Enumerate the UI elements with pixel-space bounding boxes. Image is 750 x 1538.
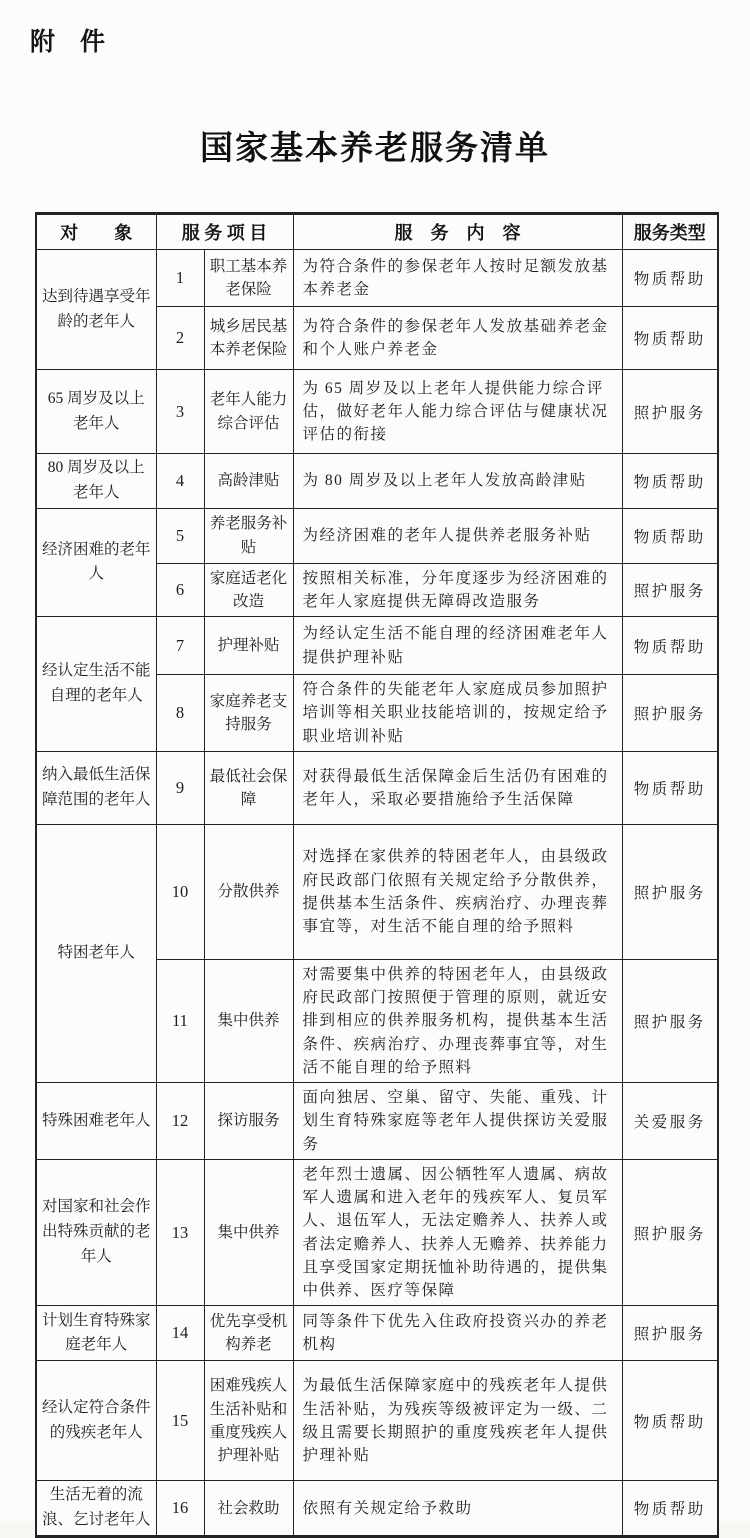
- subject-cell: 计划生育特殊家庭老年人: [36, 1306, 156, 1361]
- row-number-cell: 1: [156, 250, 204, 307]
- table-row: [36, 824, 718, 959]
- table-row: [36, 1159, 718, 1306]
- row-number-cell: 3: [156, 370, 204, 454]
- row-number-cell: 14: [156, 1306, 204, 1361]
- subject-cell: 65 周岁及以上老年人: [36, 370, 156, 454]
- service-type-cell: 物质帮助: [622, 751, 718, 824]
- row-number-cell: 13: [156, 1159, 204, 1306]
- service-content-cell: 对获得最低生活保障金后生活仍有困难的老年人，采取必要措施给予生活保障: [293, 751, 622, 824]
- service-content-cell: 老年烈士遗属、因公牺牲军人遗属、病故军人遗属和进入老年的残疾军人、复员军人、退伍军人，无法定赡养人、扶养人或者法定赡养人、扶养人无赡养、扶养能力且享受国家定期抚恤补助待遇的，提供集中供养、医疗等保障: [293, 1159, 622, 1306]
- service-list-table: [35, 212, 719, 1538]
- service-type-cell: 物质帮助: [622, 307, 718, 370]
- table-row: [36, 454, 718, 509]
- row-number-cell: 16: [156, 1481, 204, 1537]
- service-type-cell: 物质帮助: [622, 508, 718, 563]
- service-item-cell: 护理补贴: [204, 617, 293, 675]
- row-number-cell: 8: [156, 675, 204, 752]
- table-row: [36, 751, 718, 824]
- service-item-cell: 养老服务补贴: [204, 508, 293, 563]
- service-content-cell: 对选择在家供养的特困老年人，由县级政府民政部门依照有关规定给予分散供养，提供基本生活条件、疾病治疗、办理丧葬事宜等，对生活不能自理的给予照料: [293, 824, 622, 959]
- table-row: [36, 370, 718, 454]
- table-row: [36, 1083, 718, 1160]
- row-number-cell: 2: [156, 307, 204, 370]
- service-type-cell: 照护服务: [622, 959, 718, 1082]
- service-item-cell: 社会救助: [204, 1481, 293, 1537]
- service-item-cell: 优先享受机构养老: [204, 1306, 293, 1361]
- service-content-cell: 为经认定生活不能自理的经济困难老年人提供护理补贴: [293, 617, 622, 675]
- service-item-cell: 职工基本养老保险: [204, 250, 293, 307]
- subject-cell: 特殊困难老年人: [36, 1083, 156, 1160]
- service-type-cell: 物质帮助: [622, 617, 718, 675]
- service-content-cell: 为 65 周岁及以上老年人提供能力综合评估，做好老年人能力综合评估与健康状况评估的衔接: [293, 370, 622, 454]
- service-item-cell: 最低社会保障: [204, 751, 293, 824]
- service-type-cell: 照护服务: [622, 370, 718, 454]
- row-number-cell: 9: [156, 751, 204, 824]
- service-type-cell: 关爱服务: [622, 1083, 718, 1160]
- row-number-cell: 10: [156, 824, 204, 959]
- service-item-cell: 分散供养: [204, 824, 293, 959]
- service-content-cell: 符合条件的失能老年人家庭成员参加照护培训等相关职业技能培训的，按规定给予职业培训补贴: [293, 675, 622, 752]
- service-item-cell: 高龄津贴: [204, 454, 293, 509]
- service-type-cell: 物质帮助: [622, 1361, 718, 1481]
- header-service-type: 服务类型: [622, 214, 718, 250]
- subject-cell: 生活无着的流浪、乞讨老年人: [36, 1481, 156, 1537]
- subject-cell: 达到待遇享受年龄的老年人: [36, 250, 156, 370]
- service-content-cell: 为符合条件的参保老年人发放基础养老金和个人账户养老金: [293, 307, 622, 370]
- header-subject: 对 象: [36, 214, 156, 250]
- service-type-cell: 物质帮助: [622, 1481, 718, 1537]
- table-row: [36, 508, 718, 563]
- table-row: [36, 1481, 718, 1537]
- service-content-cell: 对需要集中供养的特困老年人，由县级政府民政部门按照便于管理的原则，就近安排到相应的供养服务机构，提供基本生活条件、疾病治疗、办理丧葬事宜等，对生活不能自理的给予照料: [293, 959, 622, 1082]
- service-type-cell: 照护服务: [622, 563, 718, 617]
- row-number-cell: 12: [156, 1083, 204, 1160]
- subject-cell: 经认定符合条件的残疾老年人: [36, 1361, 156, 1481]
- subject-cell: 80 周岁及以上老年人: [36, 454, 156, 509]
- service-type-cell: 照护服务: [622, 675, 718, 752]
- service-content-cell: 面向独居、空巢、留守、失能、重残、计划生育特殊家庭等老年人提供探访关爱服务: [293, 1083, 622, 1160]
- service-item-cell: 集中供养: [204, 959, 293, 1082]
- service-type-cell: 物质帮助: [622, 454, 718, 509]
- service-content-cell: 为 80 周岁及以上老年人发放高龄津贴: [293, 454, 622, 509]
- table-header-row: [36, 214, 718, 250]
- page-title: 国家基本养老服务清单: [200, 131, 550, 167]
- row-number-cell: 4: [156, 454, 204, 509]
- subject-cell: 对国家和社会作出特殊贡献的老年人: [36, 1159, 156, 1306]
- service-content-cell: 同等条件下优先入住政府投资兴办的养老机构: [293, 1306, 622, 1361]
- row-number-cell: 6: [156, 563, 204, 617]
- row-number-cell: 15: [156, 1361, 204, 1481]
- header-service-content: 服 务 内 容: [293, 214, 622, 250]
- header-service-item: 服 务 项 目: [156, 214, 293, 250]
- service-item-cell: 家庭养老支持服务: [204, 675, 293, 752]
- service-content-cell: 为最低生活保障家庭中的残疾老年人提供生活补贴，为残疾等级被评定为一级、二级且需要长期照护的重度残疾老年人提供护理补贴: [293, 1361, 622, 1481]
- service-type-cell: 照护服务: [622, 1159, 718, 1306]
- service-item-cell: 城乡居民基本养老保险: [204, 307, 293, 370]
- row-number-cell: 11: [156, 959, 204, 1082]
- service-type-cell: 物质帮助: [622, 250, 718, 307]
- service-content-cell: 为经济困难的老年人提供养老服务补贴: [293, 508, 622, 563]
- service-content-cell: 为符合条件的参保老年人按时足额发放基本养老金: [293, 250, 622, 307]
- service-type-cell: 照护服务: [622, 1306, 718, 1361]
- service-item-cell: 集中供养: [204, 1159, 293, 1306]
- service-item-cell: 探访服务: [204, 1083, 293, 1160]
- service-item-cell: 家庭适老化改造: [204, 563, 293, 617]
- table-row: [36, 1361, 718, 1481]
- service-type-cell: 照护服务: [622, 824, 718, 959]
- service-item-cell: 老年人能力综合评估: [204, 370, 293, 454]
- service-content-cell: 按照相关标准，分年度逐步为经济困难的老年人家庭提供无障碍改造服务: [293, 563, 622, 617]
- attachment-label: 附 件: [30, 29, 106, 56]
- service-content-cell: 依照有关规定给予救助: [293, 1481, 622, 1537]
- table-row: [36, 617, 718, 675]
- table-row: [36, 1306, 718, 1361]
- subject-cell: 经认定生活不能自理的老年人: [36, 617, 156, 752]
- service-item-cell: 困难残疾人生活补贴和重度残疾人护理补贴: [204, 1361, 293, 1481]
- subject-cell: 特困老年人: [36, 824, 156, 1082]
- subject-cell: 经济困难的老年人: [36, 508, 156, 617]
- row-number-cell: 7: [156, 617, 204, 675]
- subject-cell: 纳入最低生活保障范围的老年人: [36, 751, 156, 824]
- row-number-cell: 5: [156, 508, 204, 563]
- table-row: [36, 250, 718, 307]
